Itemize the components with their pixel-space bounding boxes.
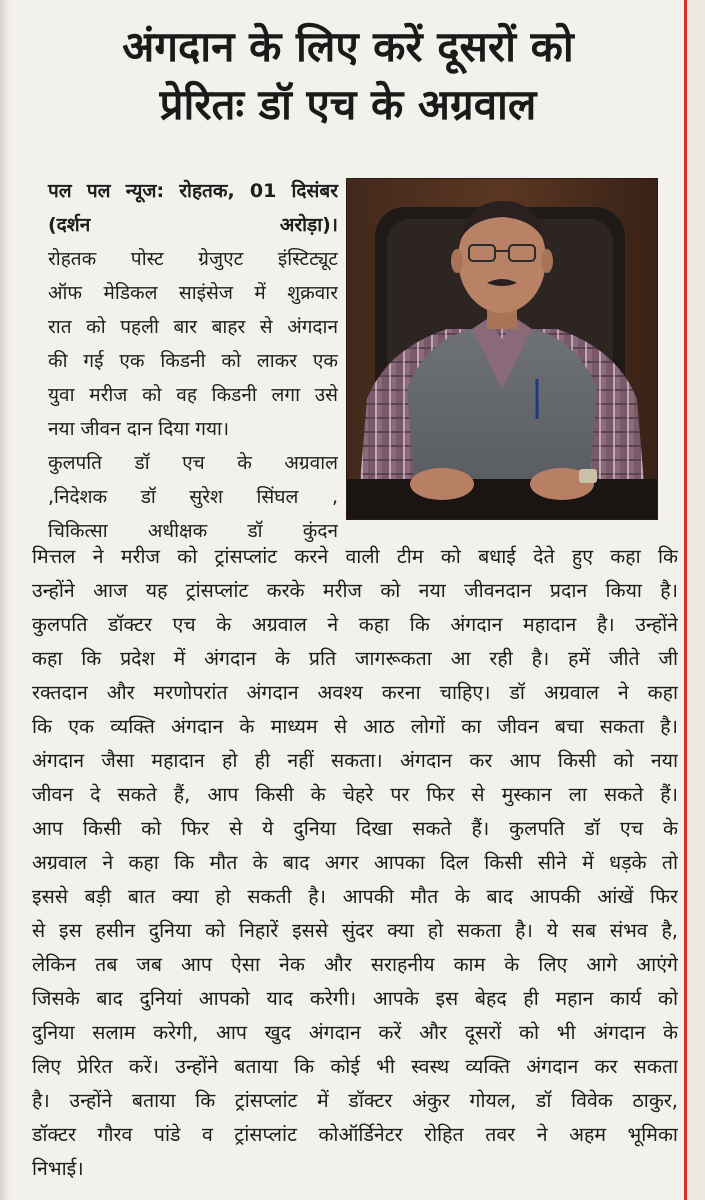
body-line: जिसके बाद दुनियां आपको याद करेगी। आपके इस बेहद ही महान कार्य को <box>32 987 678 1010</box>
headline-line-1: अंगदान के लिए करें दूसरों को <box>122 22 574 71</box>
body-line: उन्होंने आज यह ट्रांसप्लांट करके मरीज को नया जीवनदान प्रदान किया है। <box>32 579 678 602</box>
body-line: इससे बड़ी बात क्या हो सकती है। आपकी मौत के बाद आपकी आंखें फिर <box>32 885 678 908</box>
portrait-illustration <box>347 179 657 519</box>
lead-line: रात को पहली बार बाहर से अंगदान <box>48 316 338 338</box>
body-line: अग्रवाल ने कहा कि मौत के बाद अगर आपका दिल किसी सीने में धड़के तो <box>32 851 678 874</box>
lead-line: चिकित्सा अधीक्षक डॉ कुंदन <box>48 520 338 542</box>
article-headline <box>18 18 678 134</box>
body-line: से इस हसीन दुनिया को निहारें इससे सुंदर क्या हो सकता है। ये सब संभव है, <box>32 919 678 942</box>
dateline <box>48 174 338 242</box>
lead-line: की गई एक किडनी को लाकर एक <box>48 350 338 372</box>
body-line: अंगदान जैसा महादान हो ही नहीं सकता। अंगदान कर आप किसी को नया <box>32 749 678 772</box>
lead-line: रोहतक पोस्ट ग्रेजुएट इंस्टिट्यूट <box>48 248 338 270</box>
body-line: दुनिया सलाम करेगी, आप खुद अंगदान करें और दूसरों को भी अंगदान के <box>32 1021 678 1044</box>
headline-line-2: प्रेरितः डॉ एच के अग्रवाल <box>159 80 537 129</box>
body-line: कुलपति डॉक्टर एच के अग्रवाल ने कहा कि अंगदान महादान है। उन्होंने <box>32 613 678 636</box>
article-lead <box>48 174 338 548</box>
portrait-photo <box>346 178 658 520</box>
body-line: है। उन्होंने बताया कि ट्रांसप्लांट में डॉक्टर अंकुर गोयल, डॉ विवेक ठाकुर, <box>32 1089 678 1112</box>
body-line: निभाई। <box>32 1157 84 1180</box>
body-line: कि एक व्यक्ति अंगदान के माध्यम से आठ लोगों का जीवन बचा सकता है। <box>32 715 678 738</box>
body-line: कहा कि प्रदेश में अंगदान के प्रति जागरूकता आ रही है। हमें जीते जी <box>32 647 678 670</box>
body-line: डॉक्टर गौरव पांडे व ट्रांसप्लांट कोऑर्डिनेटर रोहित तवर ने अहम भूमिका <box>32 1123 678 1146</box>
body-line: लेकिन तब जब आप ऐसा नेक और सराहनीय काम के लिए आगे आएंगे <box>32 953 678 976</box>
body-line: जीवन दे सकते हैं, आप किसी के चेहरे पर फिर से मुस्कान ला सकते हैं। <box>32 783 678 806</box>
article-body <box>32 540 678 1186</box>
lead-line: ऑफ मेडिकल साइंसेज में शुक्रवार <box>48 282 338 304</box>
body-line: रक्तदान और मरणोपरांत अंगदान अवश्य करना चाहिए। डॉ अग्रवाल ने कहा <box>32 681 678 704</box>
lead-paragraph <box>48 242 338 548</box>
page-edge-shadow <box>0 0 10 1200</box>
body-line: मित्तल ने मरीज को ट्रांसप्लांट करने वाली टीम को बधाई देते हुए कहा कि <box>32 545 678 568</box>
lead-line: नया जीवन दान दिया गया। <box>48 418 230 440</box>
lead-line: कुलपति डॉ एच के अग्रवाल <box>48 452 338 474</box>
lead-line: युवा मरीज को वह किडनी लगा उसे <box>48 384 338 406</box>
lead-line: ,निदेशक डॉ सुरेश सिंघल , <box>48 486 338 508</box>
body-line: लिए प्रेरित करें। उन्होंने बताया कि कोई भी स्वस्थ व्यक्ति अंगदान कर सकता <box>32 1055 678 1078</box>
dateline-text: पल पल न्यूज: रोहतक, 01 दिसंबर (दर्शन अरोड़ा)। <box>48 180 338 236</box>
body-line: आप किसी को फिर से ये दुनिया दिखा सकते हैं। कुलपति डॉ एच के <box>32 817 678 840</box>
page-margin <box>687 0 705 1200</box>
